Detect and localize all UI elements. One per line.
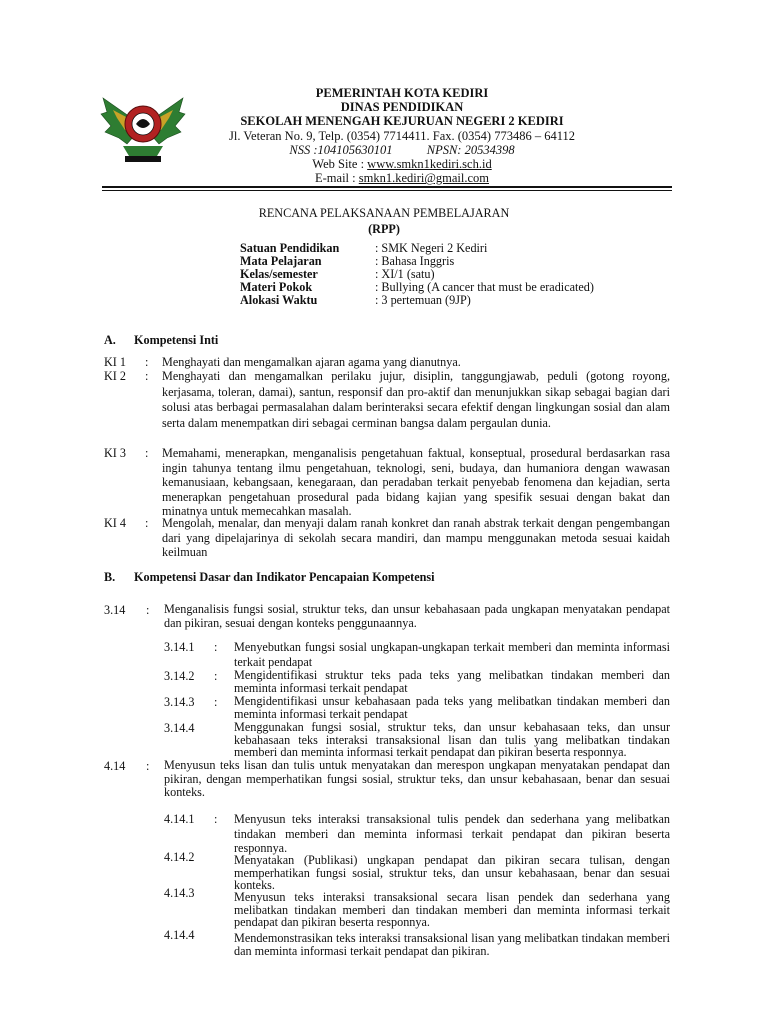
indicator-text: Menyusun teks interaksi transaksional tulis pendek dan sederhana yang melibatkan tindakan memberi dan meminta informasi terkait pendapat dan pikiran beserta responnya. [234,812,670,855]
indicator-separator: : [214,812,218,826]
identity-value: : SMK Negeri 2 Kediri [375,241,488,255]
ki-separator: : [145,355,149,369]
indicator-label: 3.14.4 [164,721,195,735]
header-divider-thin [102,190,672,191]
indicator-text: Menyusun teks interaksi transaksional secara lisan pendek dan sederhana yang melibatkan tindakan memberi dan tindakan memberi dan meminta informasi terkait pendapat dan pikiran beserta responnya. [234,890,670,929]
section-b-heading [104,570,435,584]
email-link[interactable]: smkn1.kediri@gmail.com [358,171,489,186]
ki-label: KI 1 [104,355,127,369]
kd-separator: : [146,603,150,617]
indicator-text: Mendemonstrasikan teks interaksi transaksional lisan yang melibatkan tindakan memberi dan meminta informasi terkait pendapat dan pikiran. [234,931,670,958]
identity-row [240,294,660,307]
identity-value: : XI/1 (satu) [375,267,435,281]
school-name: SEKOLAH MENENGAH KEJURUAN NEGERI 2 KEDIRI [240,114,564,129]
identity-key: Mata Pelajaran [240,254,322,268]
email-line [180,171,624,185]
indicator-label: 4.14.2 [164,850,195,864]
kd-separator: : [146,759,150,773]
indicator-text: Menyebutkan fungsi sosial ungkapan-ungkapan terkait memberi dan meminta informasi terkait pendapat [234,640,670,669]
ki-text: Mengolah, menalar, dan menyaji dalam ranah konkret dan ranah abstrak terkait dengan pengembangan dari yang dipelajarinya di sekolah secara mandiri, dan mampu menggunakan metoda sesuai kaidah keilmuan [162,516,670,559]
identity-key: Alokasi Waktu [240,293,318,307]
indicator-text: Mengidentifikasi struktur teks pada teks yang melibatkan tindakan memberi dan meminta informasi terkait pendapat [234,668,670,695]
ki-label: KI 2 [104,369,127,383]
section-a-heading [104,333,218,347]
department-name: DINAS PENDIDIKAN [340,100,464,115]
website-label: Web Site : [312,157,368,172]
ki-separator: : [145,446,149,460]
indicator-label: 3.14.3 [164,695,195,709]
identity-key: Materi Pokok [240,280,313,294]
website-link[interactable]: www.smkn1kediri.sch.id [367,157,492,172]
school-address: Jl. Veteran No. 9, Telp. (0354) 7714411. Fax. (0354) 773486 – 64112 [229,128,575,143]
indicator-text: Menggunakan fungsi sosial, struktur teks, dan unsur kebahasaan teks, dan unsur kebahasaan teks interaksi transaksional lisan dan tulis yang melibatkan tindakan memberi dan meminta informasi terkait pendapat dan pikiran beserta responnya. [234,720,670,759]
school-logo-icon [97,86,189,168]
indicator-label: 4.14.3 [164,886,195,900]
document-title: RENCANA PELAKSANAAN PEMBELAJARAN [258,206,510,220]
section-letter: B. [104,570,116,584]
indicator-label: 4.14.1 [164,812,195,826]
ki-separator: : [145,516,149,530]
ki-label: KI 4 [104,516,127,530]
ki-separator: : [145,369,149,383]
ki-text: Menghayati dan mengamalkan ajaran agama yang dianutnya. [162,355,461,369]
header-divider [102,186,672,188]
indicator-separator: : [214,695,218,709]
identity-key: Kelas/semester [240,267,318,281]
npsn-number: NPSN: 20534398 [426,142,515,157]
kd-label: 3.14 [104,603,126,617]
kd-label: 4.14 [104,759,126,773]
indicator-label: 3.14.1 [164,640,195,654]
school-ids [180,143,624,157]
kd-text: Menganalisis fungsi sosial, struktur teks, dan unsur kebahasaan pada ungkapan menyatakan pendapat dan pikiran, sesuai dengan konteks penggunaannya. [164,602,670,630]
website-line [180,157,624,171]
indicator-text: Menyatakan (Publikasi) ungkapan pendapat dan pikiran secara tulisan, dengan memperhatikan fungsi sosial, struktur teks, dan unsur kebahasaan, benar dan sesuai konteks. [234,853,670,892]
ki-text: Menghayati dan mengamalkan perilaku jujur, disiplin, tanggungjawab, peduli (gotong royong, kerjasama, toleran, damai), santun, responsif dan pro-aktif dan menunjukkan sikap sebagai bagian dari solusi atas berbagai permasalahan dalam berinteraksi secara efektif dengan lingkungan sosial dan alam serta dalam menempatkan diri sebagai cerminan bangsa dalam pergaulan dunia. [162,369,670,430]
ki-text: Memahami, menerapkan, menganalisis pengetahuan faktual, konseptual, prosedural berdasarkan rasa ingin tahunya tentang ilmu pengetahuan, teknologi, seni, budaya, dan humaniora dengan wawasan kemanusiaan, kebangsaan, kenegaraan, dan peradaban terkait penyebab fenomena dan kejadian, serta menerapkan pengetahuan prosedural pada bidang kajian yang spesifik sesuai dengan bakat dan minatnya untuk memecahkan masalah. [162,446,670,518]
indicator-label: 3.14.2 [164,669,195,683]
identity-value: : Bahasa Inggris [375,254,455,268]
government-name: PEMERINTAH KOTA KEDIRI [315,86,489,100]
indicator-separator: : [214,669,218,683]
nss-number: NSS :104105630101 [289,142,393,157]
indicator-separator: : [214,640,218,654]
identity-value: : Bullying (A cancer that must be eradicated) [375,280,594,294]
document-subtitle: (RPP) [368,222,400,236]
ki-label: KI 3 [104,446,127,460]
identity-value: : 3 pertemuan (9JP) [375,293,471,307]
indicator-label: 4.14.4 [164,928,195,942]
kd-text: Menyusun teks lisan dan tulis untuk menyatakan dan merespon ungkapan menyatakan pendapat dan pikiran, dengan memperhatikan fungsi sosial, struktur teks, dan unsur kebahasaan, benar dan sesuai konteks. [164,758,670,799]
section-title: Kompetensi Dasar dan Indikator Pencapaian Kompetensi [134,570,435,584]
section-title: Kompetensi Inti [134,333,219,347]
email-label: E-mail : [315,171,359,186]
section-letter: A. [104,333,116,347]
indicator-text: Mengidentifikasi unsur kebahasaan pada teks yang melibatkan tindakan memberi dan meminta informasi terkait pendapat [234,694,670,721]
identity-key: Satuan Pendidikan [240,241,340,255]
letterhead [180,86,624,185]
